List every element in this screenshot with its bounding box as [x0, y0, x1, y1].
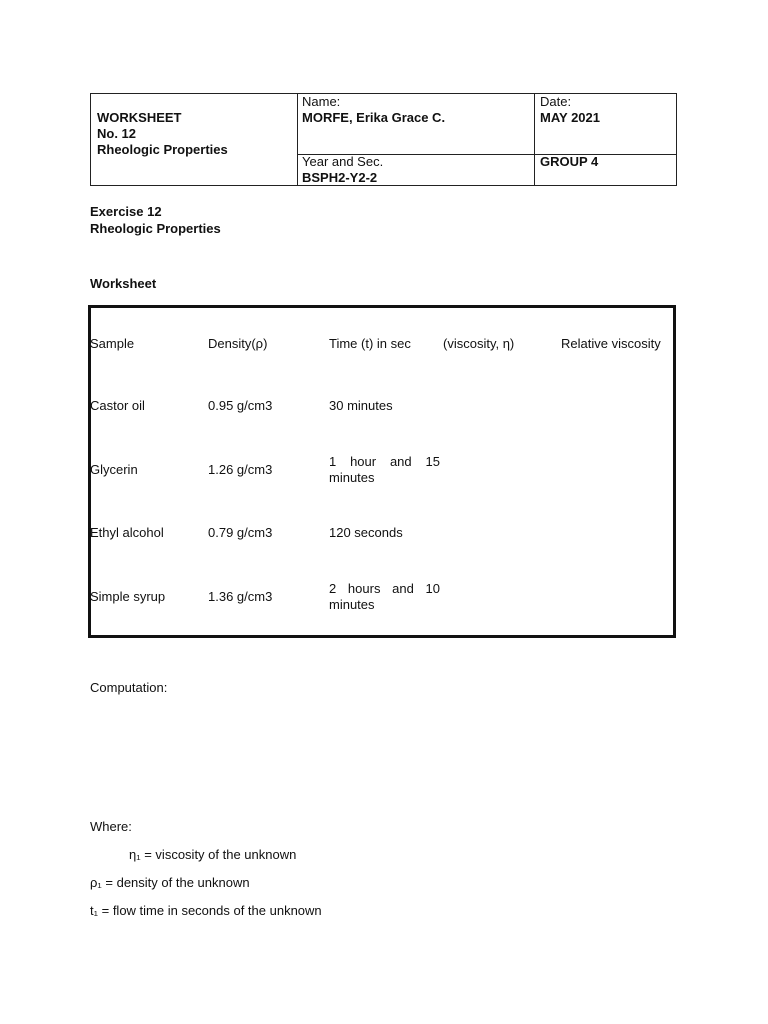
sample-cell: Simple syrup [90, 589, 166, 604]
time-cell [329, 581, 440, 613]
definition-density: ρ₁ = density of the unknown [90, 875, 250, 890]
sample-cell: Ethyl alcohol [90, 525, 164, 540]
worksheet-label: Worksheet [90, 276, 157, 291]
exercise-title: Rheologic Properties [90, 221, 221, 236]
header-viscosity: (viscosity, η) [443, 336, 515, 351]
name-value: MORFE, Erika Grace C. [302, 110, 446, 125]
time-line-2: minutes [329, 597, 375, 612]
time-cell [329, 454, 440, 486]
exercise-heading [90, 203, 221, 237]
group-value: GROUP 4 [540, 154, 599, 169]
definition-flow-time: t₁ = flow time in seconds of the unknown [90, 903, 322, 918]
title-line-2: No. 12 [97, 126, 137, 141]
time-word: hours [347, 581, 381, 596]
density-cell: 1.26 g/cm3 [208, 462, 273, 477]
header-relative-viscosity: Relative viscosity [561, 336, 661, 351]
header-divider-vertical-2 [534, 94, 535, 185]
time-line-2: minutes [329, 470, 375, 485]
density-cell: 0.79 g/cm3 [208, 525, 273, 540]
computation-label: Computation: [90, 680, 168, 695]
header-divider-vertical-1 [297, 94, 298, 185]
density-cell: 0.95 g/cm3 [208, 398, 273, 413]
year-value: BSPH2-Y2-2 [302, 170, 378, 185]
time-word: 1 [329, 454, 337, 469]
name-label: Name: [302, 94, 341, 109]
header-table [90, 93, 677, 186]
time-word: 15 [425, 454, 440, 469]
worksheet-title [97, 110, 228, 158]
time-cell: 30 minutes [329, 398, 393, 413]
time-line-1 [329, 454, 440, 470]
year-label: Year and Sec. [302, 154, 384, 169]
title-line-3: Rheologic Properties [97, 142, 228, 157]
definition-viscosity: η₁ = viscosity of the unknown [129, 847, 297, 862]
time-cell: 120 seconds [329, 525, 403, 540]
time-word: 2 [329, 581, 337, 596]
density-cell: 1.36 g/cm3 [208, 589, 273, 604]
time-word: and [392, 581, 414, 596]
date-value: MAY 2021 [540, 110, 600, 125]
time-line-1 [329, 581, 440, 597]
date-label: Date: [540, 94, 572, 109]
time-word: and [389, 454, 412, 469]
time-word: hour [350, 454, 377, 469]
header-density: Density(ρ) [208, 336, 268, 351]
sample-cell: Glycerin [90, 462, 138, 477]
where-label: Where: [90, 819, 132, 834]
title-line-1: WORKSHEET [97, 110, 182, 125]
header-sample: Sample [90, 336, 135, 351]
date-cell [540, 94, 600, 126]
year-cell [302, 154, 383, 186]
time-word: 10 [425, 581, 440, 596]
exercise-number: Exercise 12 [90, 204, 162, 219]
header-time: Time (t) in sec [329, 336, 411, 351]
name-cell [302, 94, 445, 126]
sample-cell: Castor oil [90, 398, 145, 413]
